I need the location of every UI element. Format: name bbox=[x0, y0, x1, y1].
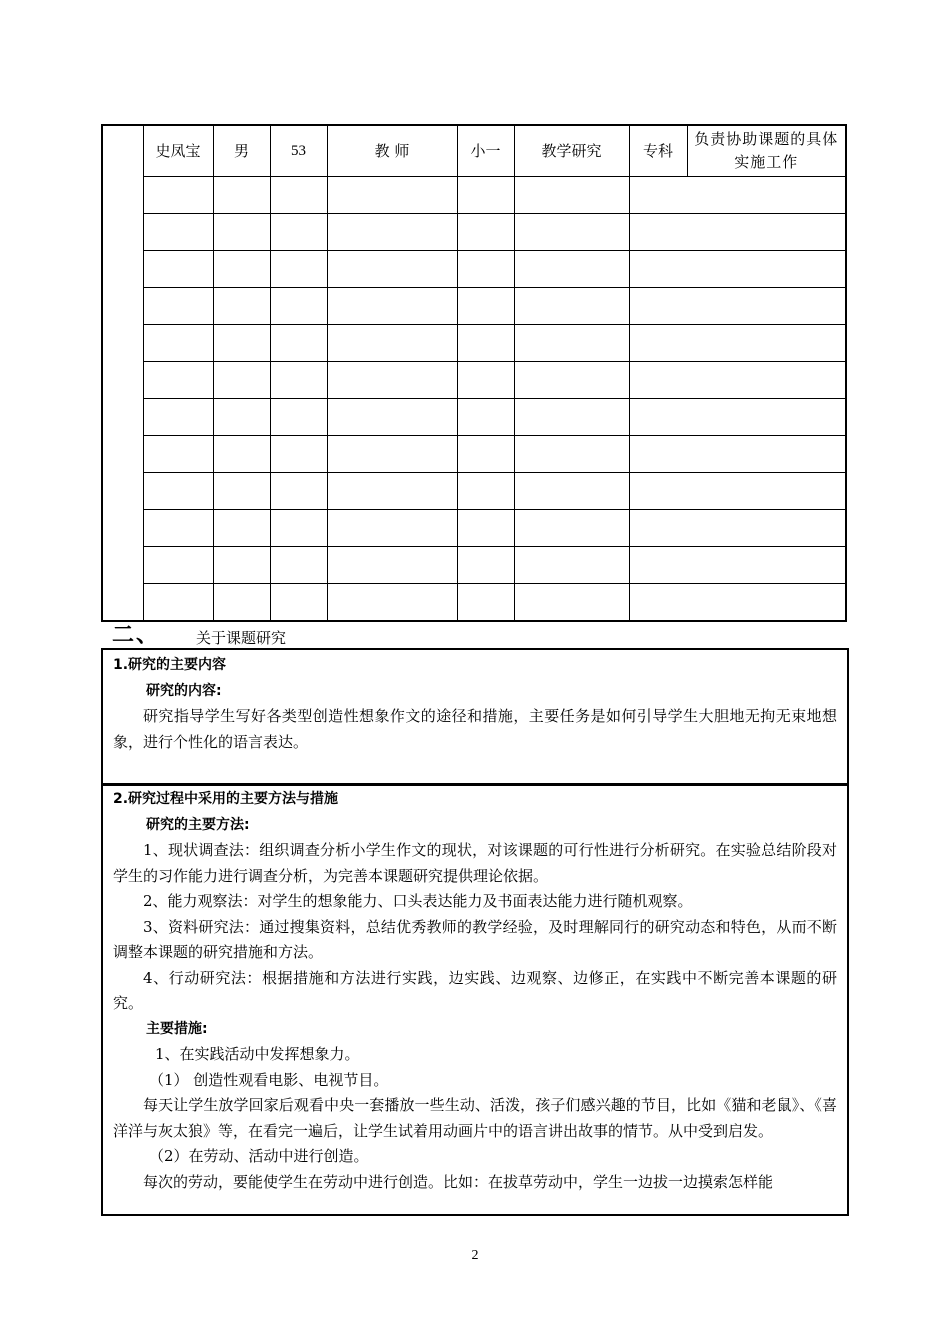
table-cell bbox=[457, 584, 514, 622]
table-cell bbox=[457, 473, 514, 510]
table-cell bbox=[143, 251, 213, 288]
table-cell bbox=[457, 547, 514, 584]
table-row bbox=[102, 362, 846, 399]
table-cell bbox=[213, 288, 270, 325]
table-cell bbox=[514, 584, 629, 622]
table-cell bbox=[629, 288, 846, 325]
table-cell bbox=[213, 399, 270, 436]
box1-heading: 1.研究的主要内容 bbox=[113, 657, 227, 673]
table-row bbox=[102, 547, 846, 584]
table-cell bbox=[270, 399, 327, 436]
table-cell bbox=[514, 547, 629, 584]
table-cell bbox=[327, 325, 457, 362]
table-cell bbox=[457, 214, 514, 251]
table-cell bbox=[213, 251, 270, 288]
table-row bbox=[102, 214, 846, 251]
section-number: 二、 bbox=[112, 623, 161, 648]
merged-side-cell bbox=[102, 125, 143, 621]
table-cell bbox=[457, 325, 514, 362]
table-cell bbox=[629, 177, 846, 214]
table-cell bbox=[213, 177, 270, 214]
table-cell bbox=[213, 547, 270, 584]
table-row bbox=[102, 584, 846, 622]
table-cell bbox=[514, 325, 629, 362]
table-cell bbox=[270, 325, 327, 362]
table-cell bbox=[143, 584, 213, 622]
method-3: 3、资料研究法：通过搜集资料，总结优秀教师的教学经验，及时理解同行的研究动态和特色，从而不断调整本课题的研究措施和方法。 bbox=[113, 917, 837, 961]
table-cell bbox=[270, 473, 327, 510]
table-cell bbox=[629, 251, 846, 288]
table-cell bbox=[457, 510, 514, 547]
table-cell bbox=[514, 251, 629, 288]
table-cell bbox=[629, 584, 846, 622]
table-row bbox=[102, 251, 846, 288]
table-cell bbox=[514, 177, 629, 214]
measure-1-2: （2）在劳动、活动中进行创造。 bbox=[149, 1147, 369, 1165]
table-cell bbox=[270, 510, 327, 547]
table-row bbox=[102, 399, 846, 436]
research-methods-box bbox=[101, 783, 849, 1216]
method-2: 2、能力观察法：对学生的想象能力、口头表达能力及书面表达能力进行随机观察。 bbox=[143, 892, 693, 910]
table-cell bbox=[270, 584, 327, 622]
methods-heading: 研究的主要方法: bbox=[146, 816, 250, 833]
table-cell bbox=[514, 436, 629, 473]
table-cell bbox=[213, 214, 270, 251]
box2-heading: 2.研究过程中采用的主要方法与措施 bbox=[113, 791, 339, 807]
table-cell bbox=[143, 362, 213, 399]
method-1: 1、现状调查法：组织调查分析小学生作文的现状，对该课题的可行性进行分析研究。在实验总结阶段对学生的习作能力进行调查分析，为完善本课题研究提供理论依据。 bbox=[113, 841, 837, 885]
table-cell bbox=[457, 288, 514, 325]
member-duty: 负责协助课题的具体实施工作 bbox=[687, 125, 846, 177]
table-cell bbox=[270, 362, 327, 399]
table-cell bbox=[327, 473, 457, 510]
method-4: 4、行动研究法：根据措施和方法进行实践，边实践、边观察、边修正，在实践中不断完善本课题的研究。 bbox=[113, 968, 837, 1012]
page-number: 2 bbox=[471, 1248, 479, 1263]
table-cell bbox=[514, 288, 629, 325]
measure-1-1-text: 每天让学生放学回家后观看中央一套播放一些生动、活泼，孩子们感兴趣的节目，比如《猫和老鼠》、《喜洋洋与灰太狼》等，在看完一遍后，让学生试着用动画片中的语言讲出故事的情节。从中受到启发。 bbox=[113, 1096, 837, 1140]
member-age: 53 bbox=[270, 125, 327, 177]
box1-subheading: 研究的内容: bbox=[146, 682, 222, 699]
table-cell bbox=[514, 362, 629, 399]
table-cell bbox=[143, 399, 213, 436]
table-cell bbox=[327, 510, 457, 547]
table-row bbox=[102, 473, 846, 510]
table-cell bbox=[629, 510, 846, 547]
table-cell bbox=[270, 547, 327, 584]
table-cell bbox=[457, 177, 514, 214]
table-cell bbox=[143, 510, 213, 547]
table-cell bbox=[143, 214, 213, 251]
table-cell bbox=[213, 510, 270, 547]
table-cell bbox=[213, 325, 270, 362]
table-cell bbox=[629, 547, 846, 584]
table-cell bbox=[270, 177, 327, 214]
table-cell bbox=[270, 251, 327, 288]
table-cell bbox=[213, 473, 270, 510]
table-cell bbox=[327, 177, 457, 214]
table-cell bbox=[629, 399, 846, 436]
measure-1: 1、在实践活动中发挥想象力。 bbox=[155, 1045, 360, 1063]
table-cell bbox=[143, 547, 213, 584]
table-cell bbox=[327, 362, 457, 399]
member-gender: 男 bbox=[213, 125, 270, 177]
member-title: 教 师 bbox=[327, 125, 457, 177]
table-cell bbox=[629, 473, 846, 510]
table-cell bbox=[143, 325, 213, 362]
member-table bbox=[101, 124, 847, 622]
table-cell bbox=[457, 362, 514, 399]
table-row bbox=[102, 325, 846, 362]
table-row bbox=[102, 436, 846, 473]
section-title: 关于课题研究 bbox=[196, 629, 287, 647]
table-cell bbox=[514, 399, 629, 436]
table-row bbox=[102, 125, 846, 177]
table-cell bbox=[327, 214, 457, 251]
table-cell bbox=[143, 436, 213, 473]
table-cell bbox=[629, 325, 846, 362]
table-row bbox=[102, 288, 846, 325]
table-cell bbox=[327, 251, 457, 288]
table-cell bbox=[213, 362, 270, 399]
table-cell bbox=[629, 214, 846, 251]
table-cell bbox=[629, 436, 846, 473]
member-education: 专科 bbox=[629, 125, 687, 177]
table-cell bbox=[629, 362, 846, 399]
table-cell bbox=[270, 214, 327, 251]
research-content-box bbox=[101, 648, 849, 786]
measure-1-2-text: 每次的劳动，要能使学生在劳动中进行创造。比如：在拔草劳动中，学生一边拔一边摸索怎样能 bbox=[143, 1172, 774, 1191]
table-row bbox=[102, 510, 846, 547]
table-cell bbox=[514, 214, 629, 251]
member-name: 史凤宝 bbox=[143, 125, 213, 177]
table-cell bbox=[143, 473, 213, 510]
member-subject: 小一 bbox=[457, 125, 514, 177]
measures-heading: 主要措施: bbox=[146, 1020, 208, 1037]
table-cell bbox=[327, 436, 457, 473]
table-cell bbox=[327, 399, 457, 436]
table-cell bbox=[457, 436, 514, 473]
table-cell bbox=[213, 584, 270, 622]
table-cell bbox=[327, 288, 457, 325]
table-cell bbox=[143, 288, 213, 325]
table-cell bbox=[143, 177, 213, 214]
table-cell bbox=[327, 547, 457, 584]
table-cell bbox=[213, 436, 270, 473]
table-row bbox=[102, 177, 846, 214]
box1-paragraph: 研究指导学生写好各类型创造性想象作文的途径和措施，主要任务是如何引导学生大胆地无拘无束地想象，进行个性化的语言表达。 bbox=[113, 707, 837, 751]
table-cell bbox=[270, 288, 327, 325]
table-cell bbox=[457, 399, 514, 436]
table-cell bbox=[514, 473, 629, 510]
measure-1-1: （1） 创造性观看电影、电视节目。 bbox=[149, 1070, 389, 1089]
table-cell bbox=[327, 584, 457, 622]
member-specialty: 教学研究 bbox=[514, 125, 629, 177]
table-cell bbox=[457, 251, 514, 288]
table-cell bbox=[270, 436, 327, 473]
table-cell bbox=[514, 510, 629, 547]
